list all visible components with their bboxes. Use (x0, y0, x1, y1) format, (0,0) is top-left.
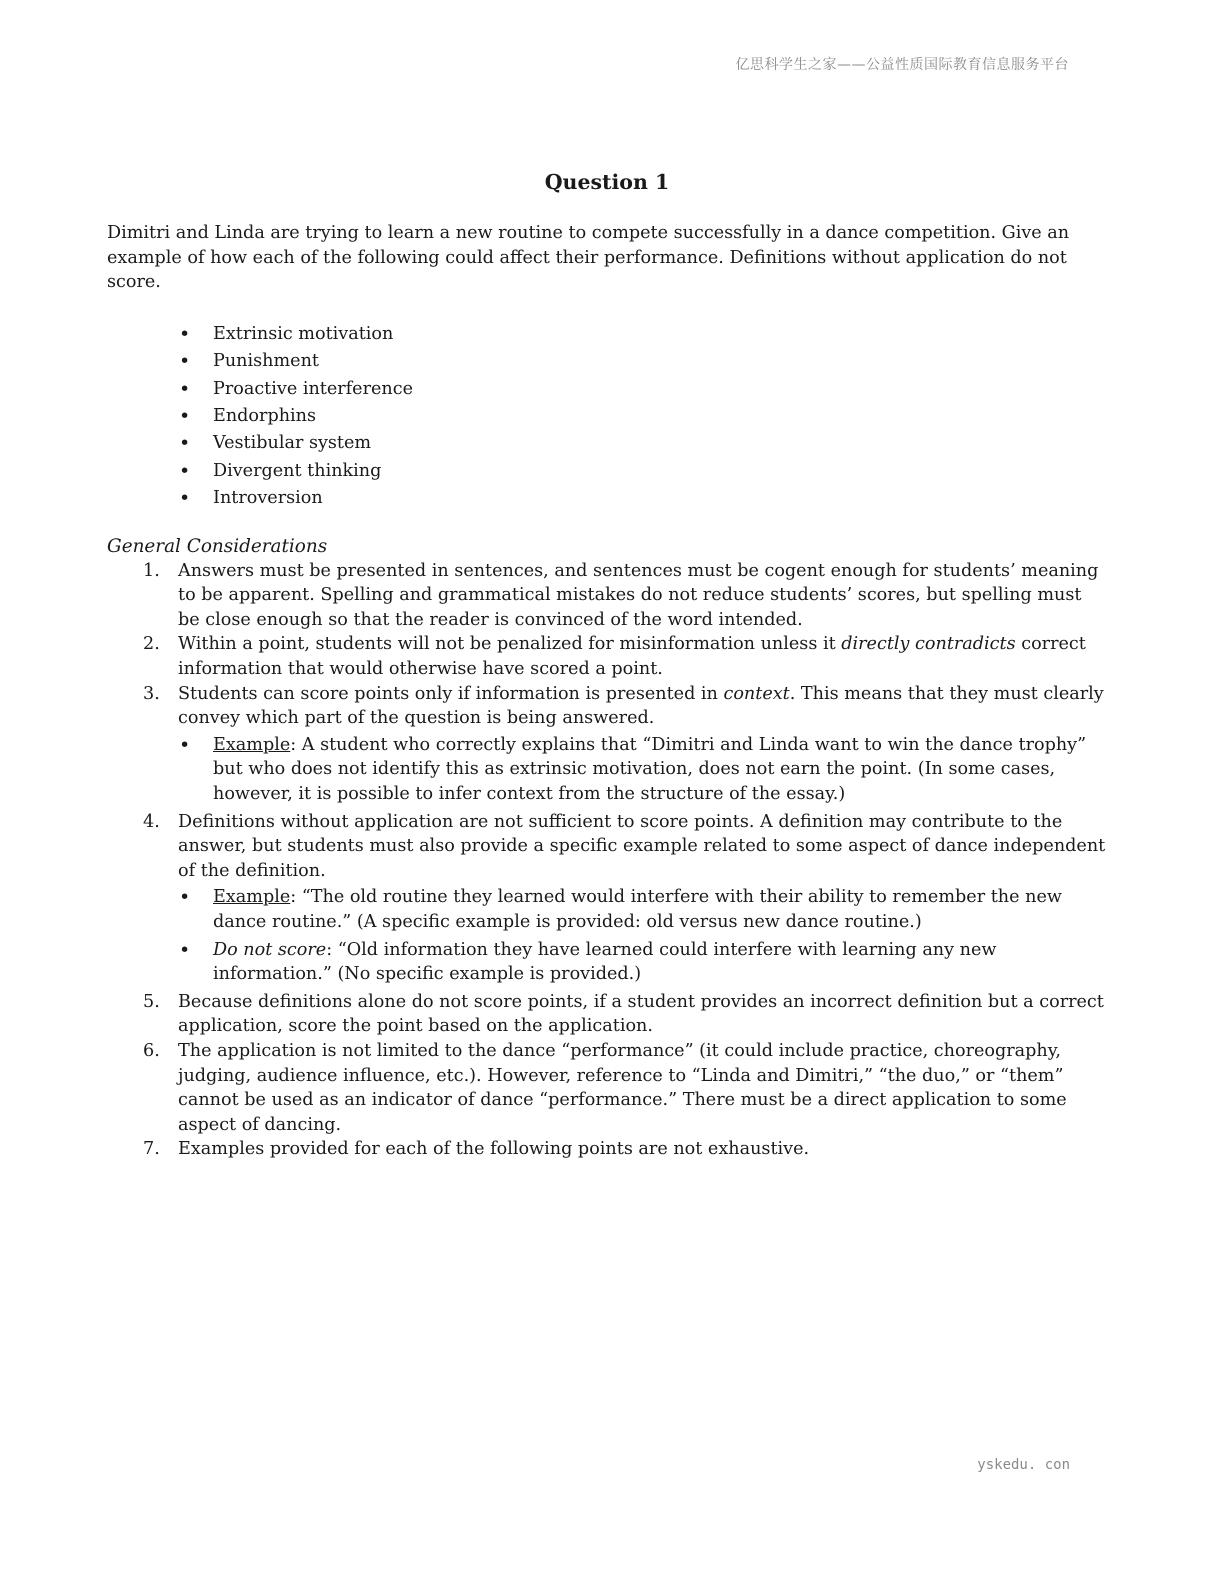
topic-item: • Punishment (107, 348, 1107, 375)
consideration-item (107, 1137, 1107, 1162)
consideration-item (107, 559, 1107, 633)
item-text: Students can score points only if information is presented in (178, 683, 724, 704)
item-text: . This means that they must clearly convey which part of the question is being answered. (178, 683, 1104, 729)
sub-item (178, 885, 1107, 934)
topic-item: • Proactive interference (107, 376, 1107, 403)
item-emphasis: directly contradicts (841, 634, 1016, 655)
item-text: Examples provided for each of the following points are not exhaustive. (178, 1139, 810, 1160)
consideration-item (107, 632, 1107, 681)
item-number: 4. (143, 811, 160, 832)
header-watermark: 亿思科学生之家——公益性质国际教育信息服务平台 (735, 57, 1069, 73)
topic-item: • Introversion (107, 485, 1107, 512)
topic-item: • Divergent thinking (107, 458, 1107, 485)
item-number: 5. (143, 991, 160, 1012)
item-text: Because definitions alone do not score points, if a student provides an incorrect definition but a correct application, score the point based on the application. (178, 991, 1104, 1037)
topic-list (107, 321, 1107, 513)
topic-item: • Extrinsic motivation (107, 321, 1107, 348)
sub-list (178, 885, 1107, 986)
question-title: Question 1 (544, 170, 670, 194)
consideration-item (107, 682, 1107, 807)
consideration-item (107, 1039, 1107, 1137)
item-number: 2. (143, 634, 160, 655)
sub-text: : “The old routine they learned would interfere with their ability to remember the new dance routine.” (A specific example is provided: old versus new dance routine.) (213, 887, 1062, 932)
item-text: Answers must be presented in sentences, and sentences must be cogent enough for students’ meaning to be apparent. Spelling and grammatical mistakes do not reduce students’ scores, but spelling must be close enough so that the reader is convinced of the word intended. (178, 560, 1099, 630)
question-prompt: Dimitri and Linda are trying to learn a new routine to compete successfully in a dance competition. Give an example of how each of the following could affect their performance. Definitions without application do not score. (107, 223, 1070, 293)
footer-site: yskedu. con (977, 1457, 1070, 1473)
consideration-item (107, 990, 1107, 1039)
topic-item: • Vestibular system (107, 430, 1107, 457)
sub-label: Example (213, 734, 291, 755)
sub-text: : “Old information they have learned could interfere with learning any new information.” (No specific example is provided.) (213, 939, 997, 985)
sub-list (178, 733, 1107, 807)
sub-item (178, 938, 1107, 987)
topic-item: • Endorphins (107, 403, 1107, 430)
considerations-list (107, 559, 1107, 1162)
item-text: The application is not limited to the dance “performance” (it could include practice, choreography, judging, audience influence, etc.). However, reference to “Linda and Dimitri,” “the duo,” or “them” cannot be used as an indicator of dance “performance.” There must be a direct application to some aspect of dancing. (178, 1040, 1067, 1135)
item-number: 6. (143, 1040, 160, 1061)
sub-label: Example (213, 887, 291, 908)
item-number: 7. (143, 1139, 160, 1160)
consideration-item (107, 810, 1107, 987)
sub-item (178, 733, 1107, 807)
item-text: Definitions without application are not sufficient to score points. A definition may contribute to the answer, but students must also provide a specific example related to some aspect of dance independent of the definition. (178, 811, 1106, 881)
document-body (107, 166, 1107, 1162)
item-text: correct information that would otherwise have scored a point. (178, 634, 1086, 679)
item-emphasis: context (723, 683, 790, 704)
sub-text: : A student who correctly explains that “Dimitri and Linda want to win the dance trophy” but who does not identify this as extrinsic motivation, does not earn the point. (In some cases, however, it is possible to infer context from the structure of the essay.) (213, 734, 1087, 804)
item-number: 3. (143, 683, 160, 704)
section-heading: General Considerations (107, 535, 328, 557)
sub-label: Do not score (213, 939, 327, 960)
item-text: Within a point, students will not be penalized for misinformation unless it (178, 634, 842, 655)
item-number: 1. (143, 560, 160, 581)
